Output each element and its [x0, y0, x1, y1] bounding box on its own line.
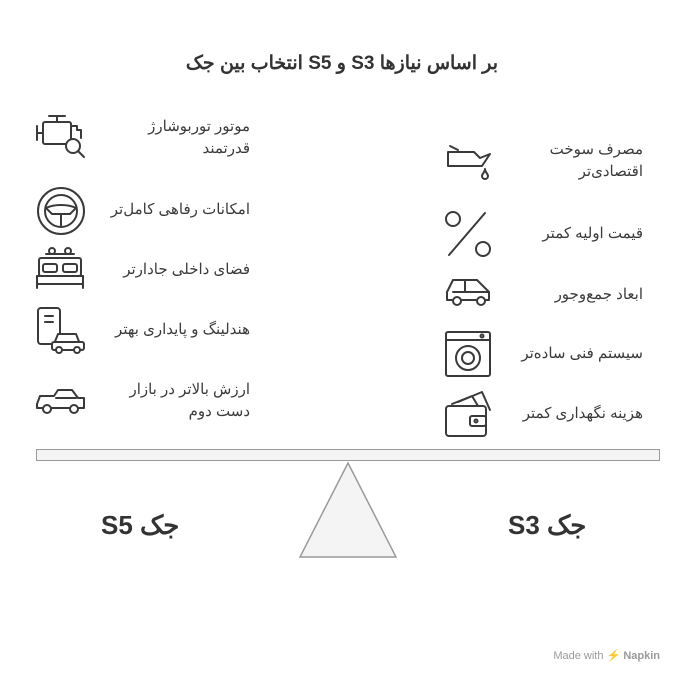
wallet-icon — [442, 388, 496, 442]
s5-item-turbo-label: موتور توربوشارژ قدرتمند — [148, 118, 250, 157]
car-phone-handling-icon — [34, 304, 88, 358]
footer-made-with: Made with — [553, 650, 604, 662]
s3-item-simple-tech-label: سیستم فنی ساده‌تر — [521, 345, 643, 362]
car-resale-value-icon — [34, 374, 88, 428]
s5-item-space-label: فضای داخلی جادارتر — [123, 261, 250, 278]
s3-item-fuel-label: مصرف سوخت اقتصادی‌تر — [549, 141, 643, 180]
napkin-logo-icon: ⚡ — [606, 650, 621, 662]
compact-car-icon — [443, 268, 497, 322]
footer-brand: Napkin — [623, 650, 660, 662]
s5-side-label: جک S5 — [101, 510, 180, 540]
scale-beam — [36, 449, 660, 461]
s5-item-comfort-label: امکانات رفاهی کامل‌تر — [110, 201, 250, 218]
car-interior-seats-icon — [33, 244, 87, 298]
footer-credit — [553, 649, 660, 662]
s3-item-size-label: ابعاد جمع‌وجور — [554, 286, 643, 303]
s5-item-resale-label: ارزش بالاتر در بازار دست دوم — [129, 381, 250, 420]
s3-item-maintenance-label: هزینه نگهداری کمتر — [522, 405, 643, 422]
turbo-engine-icon — [33, 110, 87, 164]
s5-item-handling-label: هندلینگ و پایداری بهتر — [115, 321, 250, 338]
s3-side-label: جک S3 — [508, 510, 587, 540]
s3-item-price-label: قیمت اولیه کمتر — [542, 225, 643, 242]
oil-can-drop-icon — [444, 136, 498, 190]
washing-machine-icon — [442, 328, 496, 382]
scale-fulcrum — [298, 461, 398, 559]
page-title: بر اساس نیازها S3 و S5 انتخاب بین جک — [185, 53, 499, 74]
steering-wheel-icon — [34, 184, 88, 238]
percent-icon — [441, 207, 495, 261]
